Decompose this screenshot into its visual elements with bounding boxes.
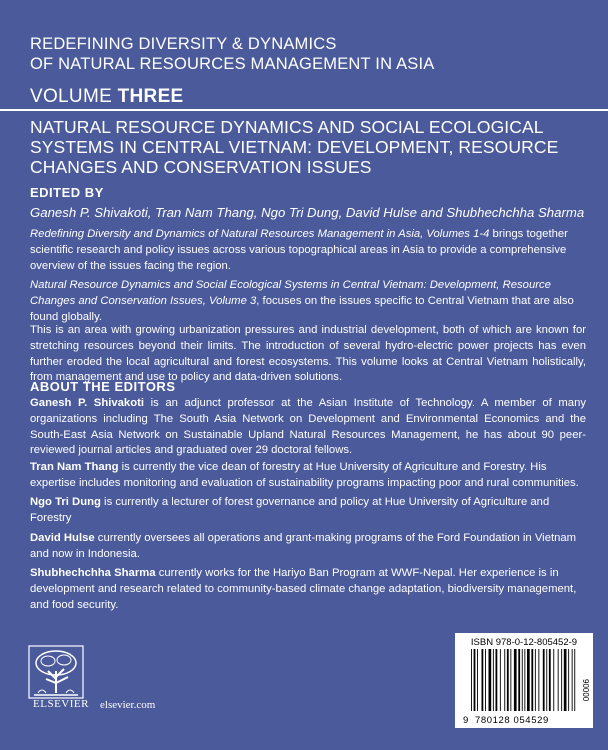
editor-bio-name: Shubhechchha Sharma [30,567,156,579]
barcode-bar [514,649,517,711]
series-volumes-italic: Redefining Diversity and Dynamics of Natural Resources Management in Asia, Volumes 1-4 [30,228,490,240]
description-paragraph-3: This is an area with growing urbanization pressures and industrial development, both of which are known for stretching resources beyond their limits. The introduction of several hydro-electric power projects has even further eroded the local agricultural and forest ecosystems. This volume looks at Central Vietnam holistically, from management and use to policy and data-driven solutions. [30,324,586,384]
series-title-line1: REDEFINING DIVERSITY & DYNAMICS [30,35,337,53]
barcode-bar [572,649,573,711]
barcode-bar [531,649,533,711]
barcode-bar [535,649,536,711]
volume-title-italic: Natural Resource Dynamics and Social Ecological Systems in Central Vietnam: Development, Resource Changes and Conservation Issues, Volume 3 [30,279,551,307]
barcode-bar [493,649,494,711]
barcode-bar [496,649,498,711]
barcode-bar [504,649,505,711]
barcode-bar [574,649,575,711]
barcode-graphic [455,633,593,728]
book-title: NATURAL RESOURCE DYNAMICS AND SOCIAL ECOLOGICAL SYSTEMS IN CENTRAL VIETNAM: DEVELOPMENT, RESOURCE CHANGES AND CONSERVATION ISSUES [30,117,559,177]
editor-bio-name: Ngo Tri Dung [30,496,101,508]
editor-bio [30,460,586,492]
edited-by-heading: EDITED BY [30,185,104,200]
editor-bio-name: David Hulse [30,532,95,544]
barcode-bar [538,649,539,711]
editor-bio-text: is currently a lecturer of forest governance and policy at Hue University of Agriculture and Forestry [30,496,550,524]
isbn-barcode [455,633,593,728]
barcode-digit-left: 9 [463,715,469,726]
barcode-addon-digits: 90000 [581,679,590,702]
editor-bio-text: currently works for the Hariyo Ban Program at WWF-Nepal. Her experience is in development and research related to community-based climate change adaptation, biodiversity management, and food security. [30,567,577,611]
editor-bio-name: Tran Nam Thang [30,461,119,473]
description-paragraph-1 [30,227,586,274]
volume-prefix: VOLUME [30,86,118,107]
barcode-bar [510,649,511,711]
isbn-number: ISBN 978-0-12-805452-9 [470,637,578,648]
barcode-digits-main: 780128 054529 [475,715,549,726]
barcode-bar [546,649,547,711]
publisher-url[interactable]: elsevier.com [100,699,156,711]
barcode-bar [568,649,569,711]
series-title [30,34,590,74]
editor-bio [30,566,586,613]
barcode-bar [489,649,492,711]
barcode-bar [558,649,559,711]
volume-number: THREE [117,86,184,107]
editor-bio-text: is currently the vice dean of forestry at Hue University of Agriculture and Forestry. His expertise includes monitoring and evaluation of sustainability programs impacting poor and rural communities. [30,461,579,489]
barcode-bar [477,649,478,711]
publisher-name: ELSEVIER [33,698,89,710]
barcode-bar [500,649,501,711]
series-title-line2: OF NATURAL RESOURCES MANAGEMENT IN ASIA [30,55,435,73]
barcode-bar [553,649,554,711]
barcode-bar [527,649,530,711]
editor-bio [30,495,586,527]
editor-bio [30,531,586,563]
barcode-bar [482,649,484,711]
editor-bio-text: currently oversees all operations and grant-making programs of the Ford Foundation in Vietnam and now in Indonesia. [30,532,577,560]
barcode-bar [485,649,486,711]
barcode-bar [474,649,476,711]
barcode-bar [543,649,545,711]
editor-names: Ganesh P. Shivakoti, Tran Nam Thang, Ngo Tri Dung, David Hulse and Shubhechchha Sharma [30,205,585,220]
barcode-bar [524,649,525,711]
description-p1-text: brings together scientific research and policy issues across various topographical areas in Asia to provide a comprehensive overview of the issues facing the region. [30,228,568,272]
description-paragraph-2 [30,278,586,325]
barcode-bar [507,649,509,711]
barcode-bar [561,649,562,711]
editor-bio [30,396,586,459]
barcode-bar [518,649,520,711]
divider-rule [0,109,608,111]
description-p2-text: , focuses on the issues specific to Central Vietnam that are also found globally. [30,294,574,323]
barcode-bar [471,649,472,711]
barcode-bar [564,649,567,711]
barcode-bar [549,649,551,711]
editor-bio-text: is an adjunct professor at the Asian Institute of Technology. A member of many organizations including The South Asia Network on Development and Environmental Economics and the South-East Asia Network on Sustainable Upland Natural Resources Management, he has about 90 peer-reviewed journal articles and graduated over 29 doctoral fellows. [30,397,586,457]
barcode-bar [522,649,523,711]
editor-bio-name: Ganesh P. Shivakoti [30,397,145,409]
volume-label [30,86,184,108]
about-editors-heading: ABOUT THE EDITORS [30,379,176,394]
